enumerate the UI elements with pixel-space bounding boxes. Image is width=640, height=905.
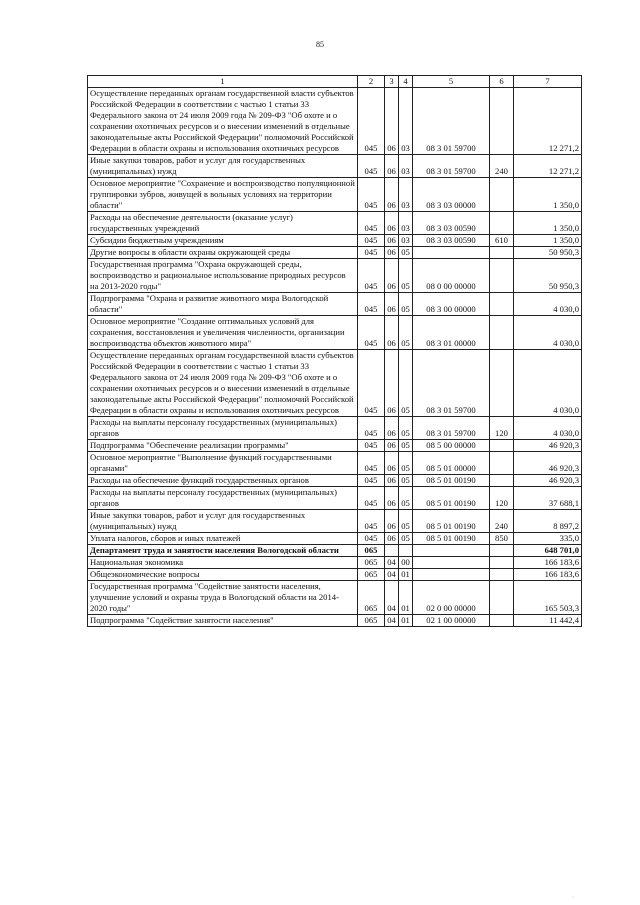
item-name-cell: Уплата налогов, сборов и иных платежей xyxy=(88,533,358,545)
amount-cell: 46 920,3 xyxy=(514,440,582,452)
table-row xyxy=(88,533,582,545)
ministry-code-cell: 045 xyxy=(358,487,385,510)
amount-cell: 50 950,3 xyxy=(514,247,582,259)
section-code-cell: 06 xyxy=(385,440,399,452)
expense-type-cell xyxy=(490,557,514,569)
target-article-cell xyxy=(413,557,490,569)
ministry-code-cell: 045 xyxy=(358,178,385,212)
subsection-code-cell: 01 xyxy=(399,581,413,615)
section-code-cell: 06 xyxy=(385,452,399,475)
item-name-cell: Подпрограмма "Обеспечение реализации программы" xyxy=(88,440,358,452)
subsection-code-cell: 00 xyxy=(399,557,413,569)
table-row xyxy=(88,545,582,557)
item-name-cell: Подпрограмма "Содействие занятости населения" xyxy=(88,615,358,627)
section-code-cell: 06 xyxy=(385,510,399,533)
subsection-code-cell: 03 xyxy=(399,155,413,178)
amount-cell: 1 350,0 xyxy=(514,178,582,212)
column-header: 2 xyxy=(358,76,385,88)
subsection-code-cell: 01 xyxy=(399,615,413,627)
target-article-cell: 02 1 00 00000 xyxy=(413,615,490,627)
amount-cell: 4 030,0 xyxy=(514,417,582,440)
ministry-code-cell: 045 xyxy=(358,259,385,293)
expense-type-cell xyxy=(490,569,514,581)
target-article-cell: 08 5 01 00190 xyxy=(413,510,490,533)
subsection-code-cell: 05 xyxy=(399,316,413,350)
section-code-cell: 06 xyxy=(385,155,399,178)
ministry-code-cell: 045 xyxy=(358,440,385,452)
expense-type-cell xyxy=(490,259,514,293)
section-code-cell: 04 xyxy=(385,569,399,581)
amount-cell: 166 183,6 xyxy=(514,557,582,569)
expense-type-cell: 240 xyxy=(490,155,514,178)
amount-cell: 46 920,3 xyxy=(514,475,582,487)
target-article-cell: 08 0 00 00000 xyxy=(413,259,490,293)
ministry-code-cell: 045 xyxy=(358,155,385,178)
amount-cell: 1 350,0 xyxy=(514,235,582,247)
table-row xyxy=(88,487,582,510)
amount-cell: 4 030,0 xyxy=(514,316,582,350)
target-article-cell: 08 3 01 59700 xyxy=(413,417,490,440)
subsection-code-cell: 05 xyxy=(399,350,413,417)
section-code-cell: 06 xyxy=(385,235,399,247)
table-row xyxy=(88,212,582,235)
expense-type-cell: 240 xyxy=(490,510,514,533)
section-code-cell: 06 xyxy=(385,259,399,293)
expense-type-cell: 120 xyxy=(490,487,514,510)
column-header: 6 xyxy=(490,76,514,88)
table-row xyxy=(88,452,582,475)
ministry-code-cell: 045 xyxy=(358,235,385,247)
table-body xyxy=(88,76,582,627)
ministry-code-cell: 065 xyxy=(358,557,385,569)
expense-type-cell xyxy=(490,293,514,316)
expense-type-cell xyxy=(490,247,514,259)
item-name-cell: Осуществление переданных органам государственной власти субъектов Российской Федерации в соответствии с частью 1 статьи 33 Федерального закона от 24 июля 2009 года № 209-ФЗ "Об охоте и о сохранении охотничьих ресурсов и о внесении изменений в отдельные законодательные акты Российской Федерации" полномочий Российской Федерации в области охраны и использования охотничьих ресурсов xyxy=(88,88,358,155)
amount-cell: 4 030,0 xyxy=(514,293,582,316)
table-row xyxy=(88,235,582,247)
target-article-cell xyxy=(413,247,490,259)
table-header-row xyxy=(88,76,582,88)
amount-cell: 46 920,3 xyxy=(514,452,582,475)
section-code-cell: 04 xyxy=(385,581,399,615)
expense-type-cell: 120 xyxy=(490,417,514,440)
item-name-cell: Основное мероприятие "Сохранение и воспроизводство популяционной группировки зубров, живущей в вольных условиях на территории области" xyxy=(88,178,358,212)
item-name-cell: Расходы на обеспечение деятельности (оказание услуг) государственных учреждений xyxy=(88,212,358,235)
target-article-cell: 08 3 00 00000 xyxy=(413,293,490,316)
table-row xyxy=(88,259,582,293)
target-article-cell: 08 3 03 00590 xyxy=(413,235,490,247)
table-row xyxy=(88,615,582,627)
column-header: 7 xyxy=(514,76,582,88)
table-row xyxy=(88,155,582,178)
ministry-code-cell: 065 xyxy=(358,569,385,581)
ministry-code-cell: 045 xyxy=(358,293,385,316)
amount-cell: 8 897,2 xyxy=(514,510,582,533)
ministry-code-cell: 065 xyxy=(358,581,385,615)
target-article-cell: 08 3 03 00000 xyxy=(413,178,490,212)
table-row xyxy=(88,350,582,417)
ministry-code-cell: 045 xyxy=(358,452,385,475)
amount-cell: 166 183,6 xyxy=(514,569,582,581)
column-header: 3 xyxy=(385,76,399,88)
section-code-cell: 06 xyxy=(385,88,399,155)
section-code-cell: 04 xyxy=(385,615,399,627)
item-name-cell: Другие вопросы в области охраны окружающей среды xyxy=(88,247,358,259)
amount-cell: 50 950,3 xyxy=(514,259,582,293)
subsection-code-cell: 05 xyxy=(399,510,413,533)
item-name-cell: Основное мероприятие "Создание оптимальных условий для сохранения, восстановления и увеличения численности, организации воспроизводства объектов животного мира" xyxy=(88,316,358,350)
column-header: 1 xyxy=(88,76,358,88)
section-code-cell: 04 xyxy=(385,557,399,569)
item-name-cell: Расходы на обеспечение функций государственных органов xyxy=(88,475,358,487)
table-row xyxy=(88,557,582,569)
subsection-code-cell: 01 xyxy=(399,569,413,581)
ministry-code-cell: 045 xyxy=(358,475,385,487)
item-name-cell: Государственная программа "Содействие занятости населения, улучшение условий и охраны труда в Вологодской области на 2014-2020 годы" xyxy=(88,581,358,615)
section-code-cell: 06 xyxy=(385,417,399,440)
item-name-cell: Субсидии бюджетным учреждениям xyxy=(88,235,358,247)
subsection-code-cell: 05 xyxy=(399,475,413,487)
item-name-cell: Департамент труда и занятости населения Вологодской области xyxy=(88,545,358,557)
expense-type-cell xyxy=(490,545,514,557)
ministry-code-cell: 045 xyxy=(358,212,385,235)
table-row xyxy=(88,581,582,615)
item-name-cell: Государственная программа "Охрана окружающей среды, воспроизводство и рациональное использование природных ресурсов на 2013-2020 годы" xyxy=(88,259,358,293)
column-header: 5 xyxy=(413,76,490,88)
subsection-code-cell: 05 xyxy=(399,247,413,259)
page-number: 85 xyxy=(316,40,324,49)
target-article-cell: 08 5 01 00190 xyxy=(413,487,490,510)
ministry-code-cell: 045 xyxy=(358,88,385,155)
ministry-code-cell: 045 xyxy=(358,247,385,259)
subsection-code-cell: 05 xyxy=(399,452,413,475)
expense-type-cell xyxy=(490,350,514,417)
amount-cell: 335,0 xyxy=(514,533,582,545)
target-article-cell: 08 5 01 00190 xyxy=(413,475,490,487)
expense-type-cell xyxy=(490,212,514,235)
item-name-cell: Подпрограмма "Охрана и развитие животного мира Вологодской области" xyxy=(88,293,358,316)
item-name-cell: Иные закупки товаров, работ и услуг для государственных (муниципальных) нужд xyxy=(88,510,358,533)
ministry-code-cell: 045 xyxy=(358,417,385,440)
ministry-code-cell: 045 xyxy=(358,316,385,350)
item-name-cell: Основное мероприятие "Выполнение функций государственными органами" xyxy=(88,452,358,475)
section-code-cell: 06 xyxy=(385,293,399,316)
amount-cell: 12 271,2 xyxy=(514,88,582,155)
subsection-code-cell: 03 xyxy=(399,178,413,212)
item-name-cell: Расходы на выплаты персоналу государственных (муниципальных) органов xyxy=(88,487,358,510)
target-article-cell xyxy=(413,569,490,581)
item-name-cell: Расходы на выплаты персоналу государственных (муниципальных) органов xyxy=(88,417,358,440)
section-code-cell xyxy=(385,545,399,557)
subsection-code-cell: 05 xyxy=(399,533,413,545)
table-row xyxy=(88,440,582,452)
target-article-cell: 08 3 03 00590 xyxy=(413,212,490,235)
item-name-cell: Общеэкономические вопросы xyxy=(88,569,358,581)
section-code-cell: 06 xyxy=(385,487,399,510)
table-row xyxy=(88,247,582,259)
corner-mark: · xyxy=(572,895,574,901)
table-row xyxy=(88,510,582,533)
expense-type-cell: 610 xyxy=(490,235,514,247)
target-article-cell: 08 3 01 59700 xyxy=(413,88,490,155)
target-article-cell: 08 5 01 00000 xyxy=(413,452,490,475)
ministry-code-cell: 065 xyxy=(358,615,385,627)
amount-cell: 648 701,0 xyxy=(514,545,582,557)
subsection-code-cell: 05 xyxy=(399,417,413,440)
target-article-cell: 08 3 01 59700 xyxy=(413,155,490,178)
expense-type-cell xyxy=(490,475,514,487)
table-row xyxy=(88,88,582,155)
subsection-code-cell: 03 xyxy=(399,88,413,155)
amount-cell: 12 271,2 xyxy=(514,155,582,178)
section-code-cell: 06 xyxy=(385,533,399,545)
amount-cell: 1 350,0 xyxy=(514,212,582,235)
section-code-cell: 06 xyxy=(385,316,399,350)
expense-type-cell xyxy=(490,178,514,212)
subsection-code-cell: 05 xyxy=(399,487,413,510)
table-row xyxy=(88,475,582,487)
item-name-cell: Национальная экономика xyxy=(88,557,358,569)
expense-type-cell xyxy=(490,316,514,350)
expense-type-cell: 850 xyxy=(490,533,514,545)
subsection-code-cell xyxy=(399,545,413,557)
amount-cell: 11 442,4 xyxy=(514,615,582,627)
table-row xyxy=(88,569,582,581)
section-code-cell: 06 xyxy=(385,178,399,212)
amount-cell: 37 688,1 xyxy=(514,487,582,510)
subsection-code-cell: 03 xyxy=(399,212,413,235)
target-article-cell: 02 0 00 00000 xyxy=(413,581,490,615)
table-row xyxy=(88,178,582,212)
amount-cell: 165 503,3 xyxy=(514,581,582,615)
section-code-cell: 06 xyxy=(385,212,399,235)
target-article-cell xyxy=(413,545,490,557)
ministry-code-cell: 065 xyxy=(358,545,385,557)
target-article-cell: 08 3 01 00000 xyxy=(413,316,490,350)
table-row xyxy=(88,293,582,316)
section-code-cell: 06 xyxy=(385,247,399,259)
subsection-code-cell: 05 xyxy=(399,440,413,452)
target-article-cell: 08 5 00 00000 xyxy=(413,440,490,452)
subsection-code-cell: 03 xyxy=(399,235,413,247)
ministry-code-cell: 045 xyxy=(358,510,385,533)
expense-type-cell xyxy=(490,440,514,452)
item-name-cell: Иные закупки товаров, работ и услуг для государственных (муниципальных) нужд xyxy=(88,155,358,178)
section-code-cell: 06 xyxy=(385,475,399,487)
subsection-code-cell: 05 xyxy=(399,259,413,293)
expense-type-cell xyxy=(490,452,514,475)
table-row xyxy=(88,316,582,350)
section-code-cell: 06 xyxy=(385,350,399,417)
table-row xyxy=(88,417,582,440)
expense-type-cell xyxy=(490,615,514,627)
ministry-code-cell: 045 xyxy=(358,533,385,545)
amount-cell: 4 030,0 xyxy=(514,350,582,417)
target-article-cell: 08 3 01 59700 xyxy=(413,350,490,417)
column-header: 4 xyxy=(399,76,413,88)
expense-type-cell xyxy=(490,581,514,615)
target-article-cell: 08 5 01 00190 xyxy=(413,533,490,545)
budget-table xyxy=(87,75,582,627)
subsection-code-cell: 05 xyxy=(399,293,413,316)
ministry-code-cell: 045 xyxy=(358,350,385,417)
expense-type-cell xyxy=(490,88,514,155)
item-name-cell: Осуществление переданных органам государственной власти субъектов Российской Федерации в соответствии с частью 1 статьи 33 Федерального закона от 24 июля 2009 года № 209-ФЗ "Об охоте и о сохранении охотничьих ресурсов и о внесении изменений в отдельные законодательные акты Российской Федерации" полномочий Российской Федерации в области охраны и использования охотничьих ресурсов xyxy=(88,350,358,417)
